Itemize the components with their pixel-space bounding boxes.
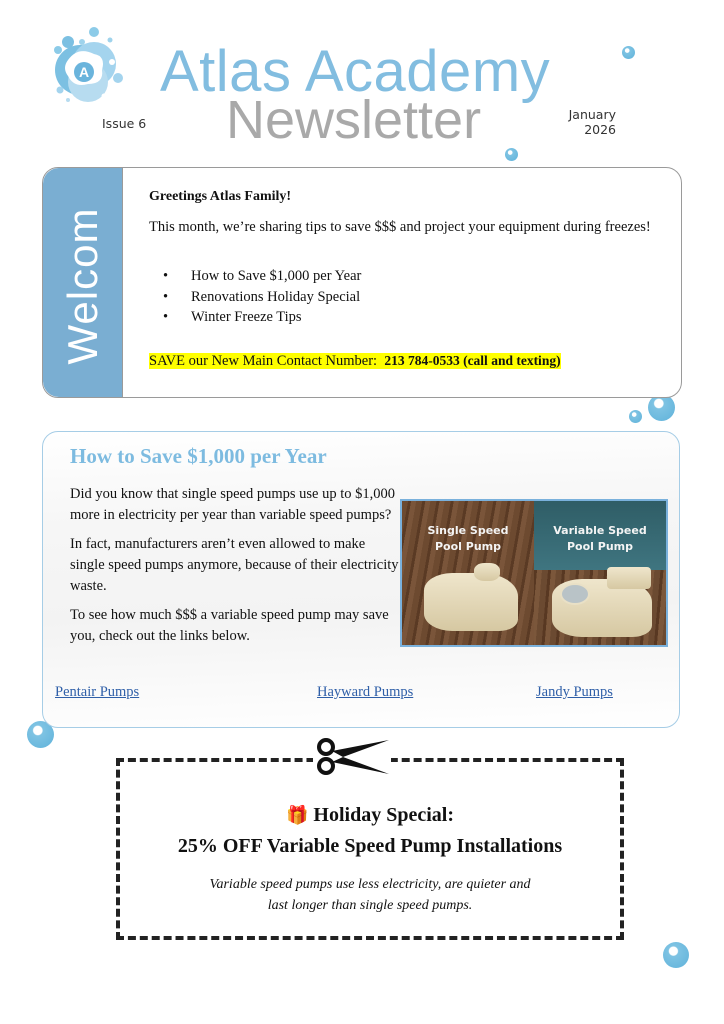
coupon-description: Variable speed pumps use less electricity, are quieter and last longer than single speed pumps. — [209, 877, 531, 913]
bubble-decoration — [505, 148, 518, 161]
save-money-section — [42, 431, 680, 728]
logo — [46, 24, 126, 108]
contact-line — [149, 350, 661, 372]
welcome-section — [42, 167, 682, 398]
list-item: • Winter Freeze Tips — [163, 307, 661, 328]
issue-number: Issue 6 — [102, 116, 147, 131]
list-item: • Renovations Holiday Special — [163, 287, 661, 308]
date-year: 2026 — [584, 122, 616, 137]
pentair-pumps-link[interactable]: Pentair Pumps — [55, 684, 140, 700]
contact-highlight — [149, 353, 561, 369]
single-speed-pump-icon — [474, 563, 500, 581]
paragraph: Did you know that single speed pumps use up to $1,000 more in electricity per year than variable speed pumps? — [70, 486, 396, 523]
gift-icon: 🎁 — [286, 805, 309, 826]
section-title: How to Save $1,000 per Year — [70, 444, 327, 468]
welcome-tab — [43, 168, 123, 397]
variable-speed-label: Variable Speed Pool Pump — [553, 524, 647, 553]
welcome-intro: This month, we’re sharing tips to save $$$ and project your equipment during freezes! — [149, 219, 651, 235]
greeting: Greetings Atlas Family! — [149, 189, 292, 204]
welcome-content — [149, 186, 661, 372]
section-body — [70, 484, 400, 655]
paragraph: In fact, manufacturers aren’t even allowed to make single speed pumps anymore, because of their electricity waste. — [70, 536, 399, 594]
scissors-icon — [313, 738, 391, 776]
bubble-decoration — [629, 410, 642, 423]
topics-list — [149, 266, 661, 328]
jandy-pumps-link[interactable]: Jandy Pumps — [536, 684, 613, 700]
coupon-offer: 25% OFF Variable Speed Pump Installations — [177, 835, 563, 857]
pump-comparison-image — [400, 499, 668, 647]
bubble-logo-icon — [46, 24, 126, 108]
contact-number: 213 784-0533 (call and texting) — [384, 352, 561, 368]
single-speed-label: Single Speed Pool Pump — [427, 524, 509, 553]
newsletter-title: Atlas Academy — [160, 39, 551, 104]
issue-date — [560, 107, 616, 137]
paragraph: To see how much $$$ a variable speed pump may save you, check out the links below. — [70, 607, 389, 644]
holiday-coupon — [116, 758, 624, 940]
svg-text:A: A — [78, 64, 90, 80]
bubble-decoration — [648, 394, 675, 421]
newsletter-subtitle: Newsletter — [226, 90, 482, 150]
coupon-heading: Holiday Special: — [313, 804, 454, 826]
hayward-pumps-link[interactable]: Hayward Pumps — [317, 684, 414, 700]
date-month: January — [568, 107, 616, 122]
coupon-title — [120, 800, 620, 861]
single-speed-pump-icon — [424, 573, 518, 631]
variable-speed-pump-icon — [607, 567, 651, 589]
contact-prefix: SAVE our New Main Contact Number: — [149, 352, 378, 369]
bubble-decoration — [622, 46, 635, 59]
welcome-tab-label: Welcom — [59, 207, 106, 365]
list-item: • How to Save $1,000 per Year — [163, 266, 661, 287]
bubble-decoration — [663, 942, 689, 968]
pump-lid-icon — [560, 583, 590, 605]
